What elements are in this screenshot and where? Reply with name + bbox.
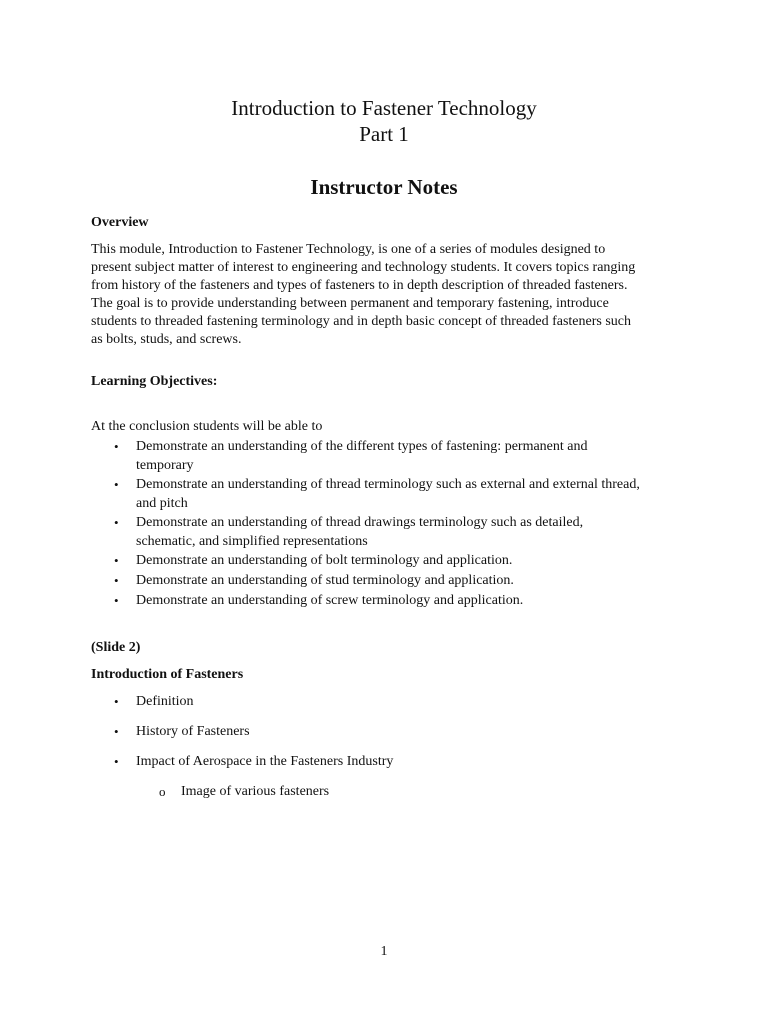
overview-line: as bolts, studs, and screws.: [91, 332, 242, 347]
objective-item: • Demonstrate an understanding of the different types of fastening: permanent and temporary: [114, 439, 588, 473]
overview-heading: Overview: [91, 215, 149, 230]
slide-label: (Slide 2): [91, 640, 141, 655]
slide-sub-item: o Image of various fasteners: [159, 784, 330, 799]
bullet-icon: •: [114, 573, 119, 588]
circle-bullet-icon: o: [159, 784, 166, 799]
document-title-part: Part 1: [359, 122, 409, 146]
overview-line: The goal is to provide understanding between permanent and temporary fastening, introduce: [91, 296, 609, 311]
objective-item: • Demonstrate an understanding of screw terminology and application.: [136, 592, 696, 611]
document-title: Introduction to Fastener Technology: [231, 96, 537, 120]
bullet-icon: •: [114, 724, 119, 739]
page-number: 1: [380, 944, 388, 959]
slide-item: • Definition: [136, 693, 696, 712]
overview-line: from history of the fasteners and types of fasteners to in depth description of threaded fasteners.: [91, 278, 628, 293]
bullet-icon: •: [114, 754, 119, 769]
bullet-icon: •: [114, 694, 119, 709]
overview-line: present subject matter of interest to engineering and technology students. It covers topics ranging: [91, 260, 636, 275]
bullet-icon: •: [114, 553, 119, 568]
overview-paragraph: [91, 241, 691, 349]
slide-item: • History of Fasteners: [136, 723, 696, 742]
bullet-icon: •: [114, 515, 119, 530]
document-subtitle: Instructor Notes: [310, 175, 458, 199]
objective-item: • Demonstrate an understanding of bolt terminology and application.: [136, 552, 696, 571]
bullet-icon: •: [114, 593, 119, 608]
slide-item: • Impact of Aerospace in the Fasteners Industry: [136, 753, 696, 772]
overview-line: students to threaded fastening terminology and in depth basic concept of threaded fasteners such: [91, 314, 631, 329]
learning-objectives-heading: Learning Objectives:: [91, 374, 218, 389]
bullet-icon: •: [114, 477, 119, 492]
bullet-icon: •: [114, 439, 119, 454]
objective-item: • Demonstrate an understanding of thread terminology such as external and external thread, and pitch: [114, 477, 640, 511]
objective-item: • Demonstrate an understanding of stud terminology and application.: [136, 572, 696, 591]
overview-line: This module, Introduction to Fastener Technology, is one of a series of modules designed to: [91, 242, 606, 257]
objective-item: • Demonstrate an understanding of thread drawings terminology such as detailed, schematic, and simplified representations: [114, 515, 584, 549]
learning-objectives-intro: At the conclusion students will be able to: [91, 419, 323, 434]
introduction-heading: Introduction of Fasteners: [91, 667, 244, 682]
